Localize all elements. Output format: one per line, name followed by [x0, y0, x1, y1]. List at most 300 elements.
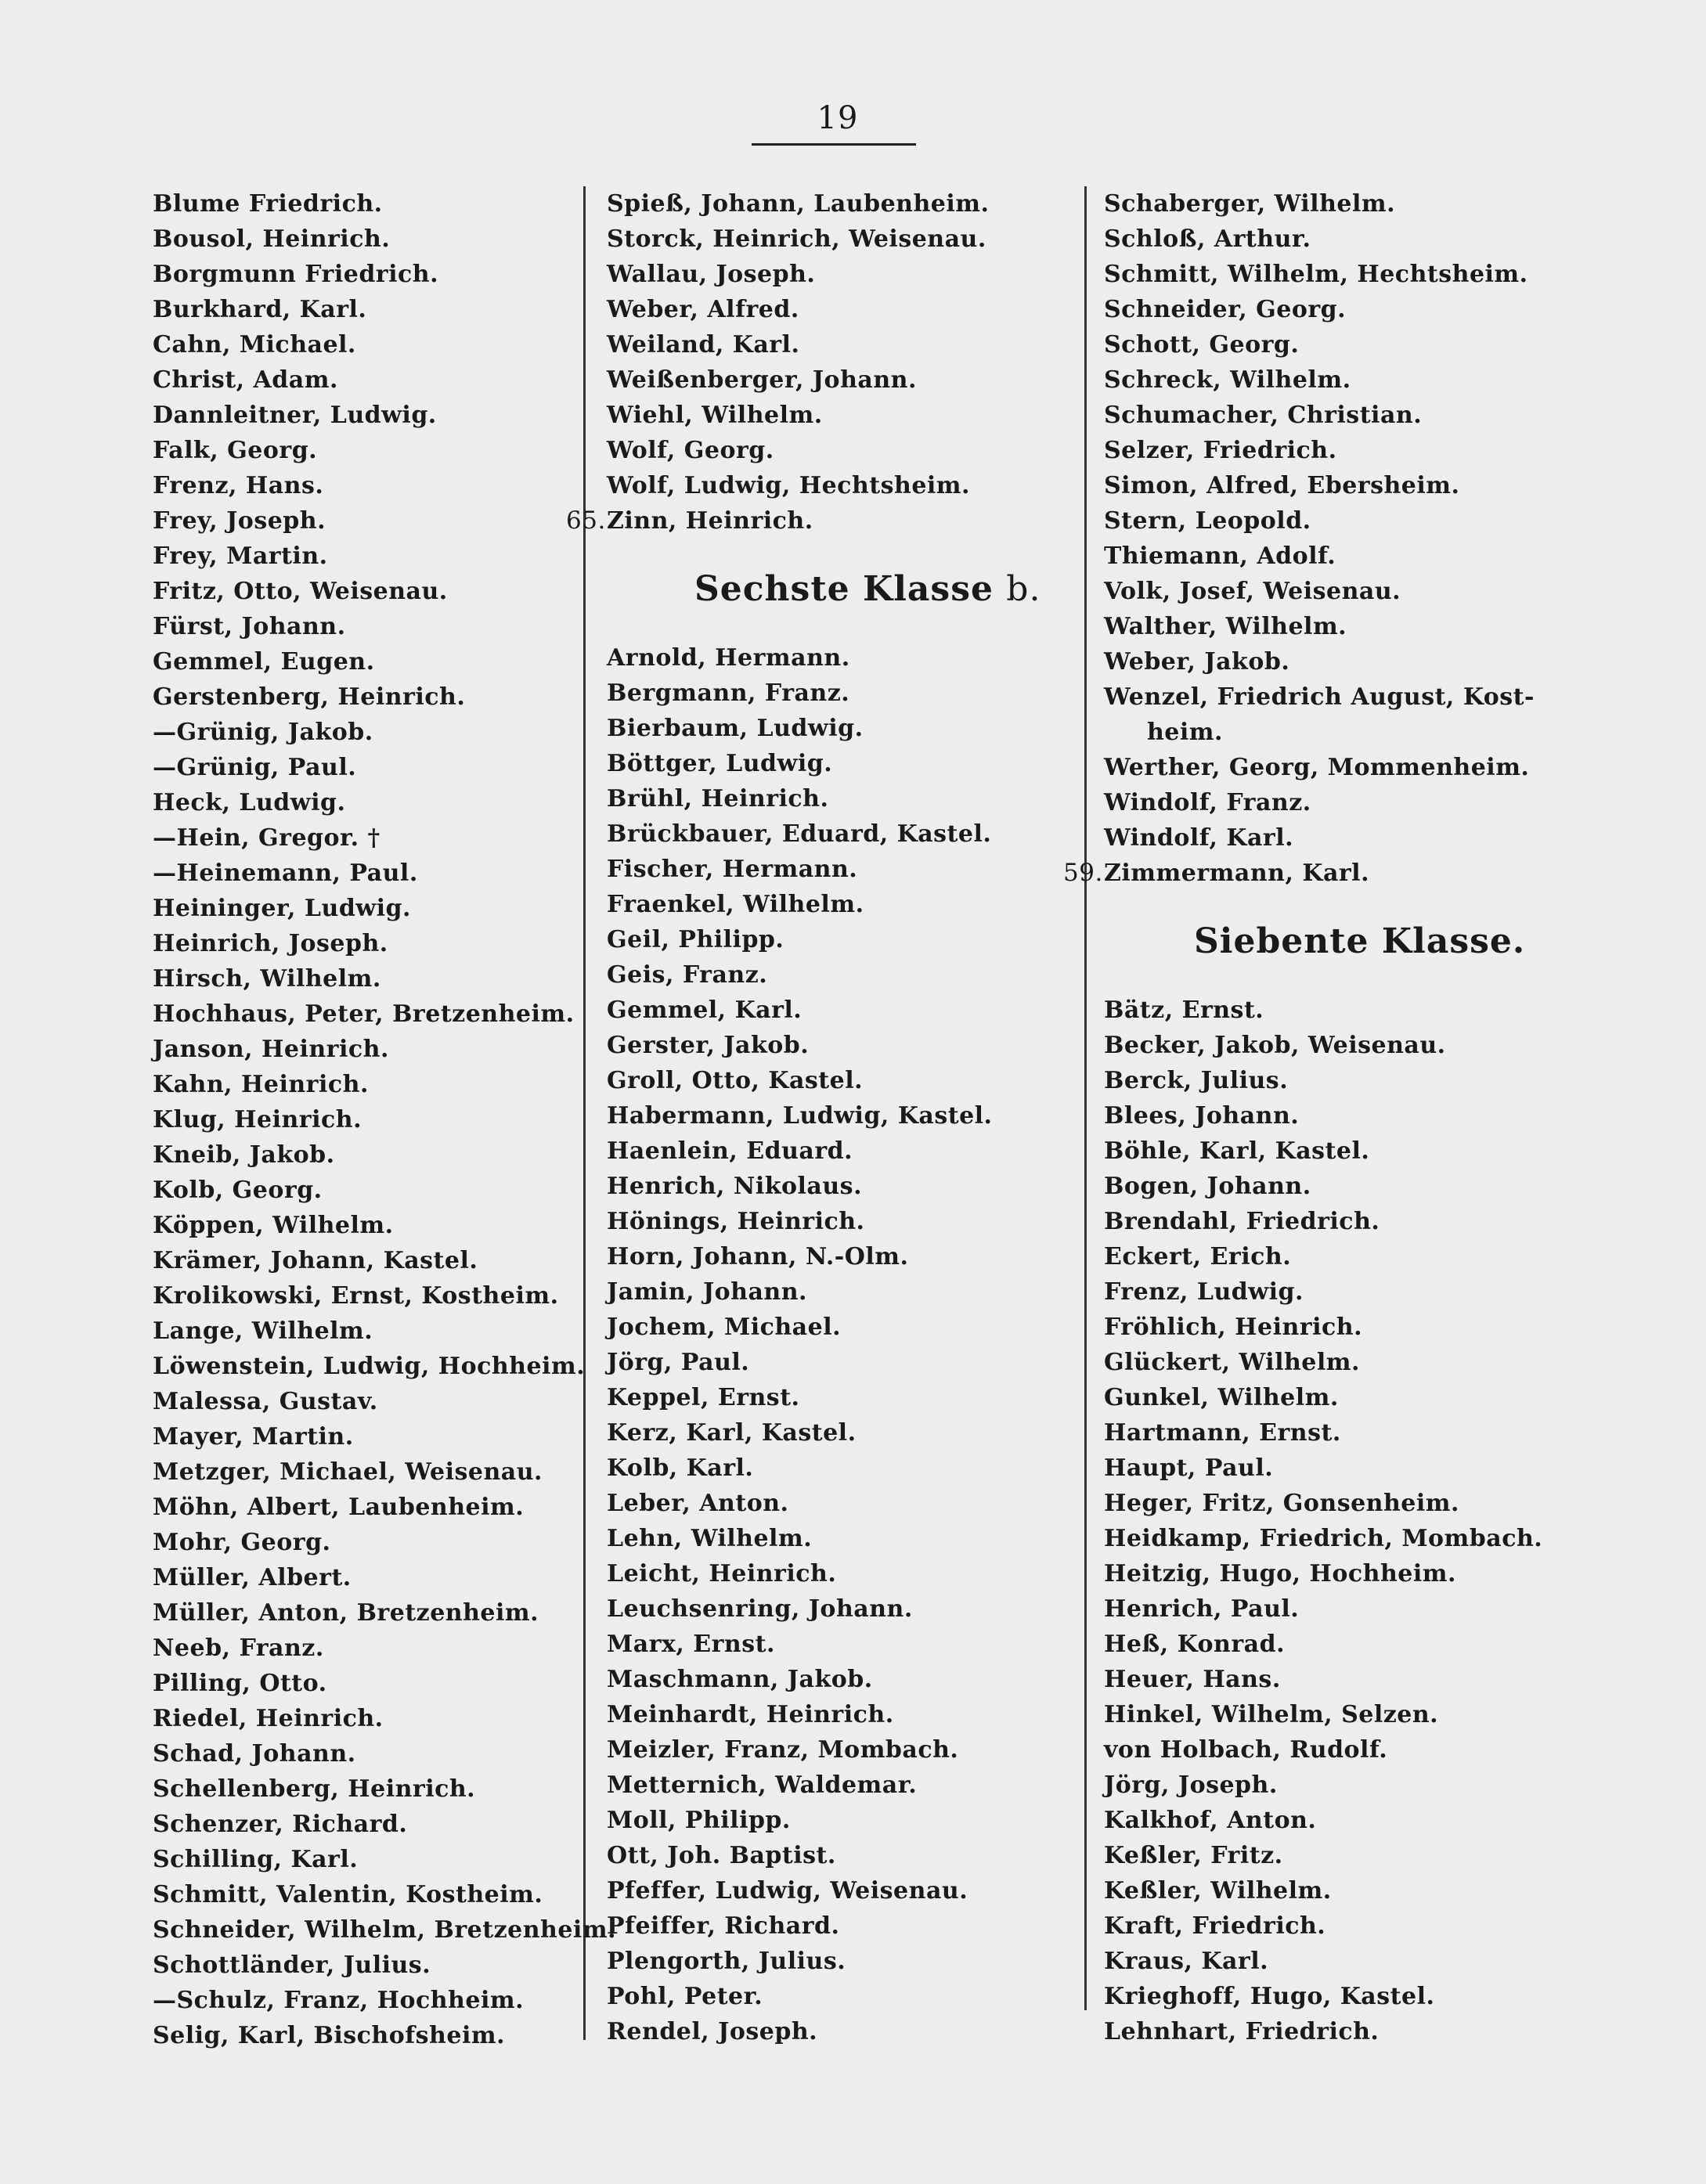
list-item: [153, 468, 575, 503]
student-name: Geil, Philipp.: [607, 926, 784, 953]
list-item: [607, 362, 1053, 398]
student-name: Windolf, Karl.: [1104, 824, 1294, 852]
list-item: [1104, 539, 1574, 574]
list-item: [607, 1380, 1053, 1415]
list-item: [153, 785, 575, 820]
list-item: [1104, 292, 1574, 327]
student-name: Thiemann, Adolf.: [1104, 542, 1336, 570]
student-name: Kraus, Karl.: [1104, 1948, 1269, 1975]
student-name: Lehn, Wilhelm.: [607, 1525, 813, 1552]
list-item: [1104, 679, 1574, 715]
student-name: Mohr, Georg.: [153, 1529, 331, 1556]
student-name: Horn, Johann, N.-Olm.: [607, 1243, 909, 1270]
student-name: Bogen, Johann.: [1104, 1173, 1311, 1200]
student-name: Lehnhart, Friedrich.: [1104, 2018, 1380, 2045]
student-name: Schmitt, Wilhelm, Hechtsheim.: [1104, 261, 1528, 288]
student-name: Böhle, Karl, Kastel.: [1104, 1137, 1370, 1165]
student-name: Schaberger, Wilhelm.: [1104, 190, 1396, 218]
list-item: [1104, 1873, 1574, 1908]
list-item: [153, 1384, 575, 1419]
student-name: Pfeffer, Ludwig, Weisenau.: [607, 1877, 968, 1905]
list-item: [153, 574, 575, 609]
section-title: Siebente Klasse.: [1194, 921, 1526, 961]
list-item: [607, 1697, 1053, 1732]
student-name: Malessa, Gustav.: [153, 1388, 378, 1415]
list-item: [607, 1451, 1053, 1486]
student-name: Volk, Josef, Weisenau.: [1104, 578, 1401, 605]
student-name: Kneib, Jakob.: [153, 1141, 335, 1169]
student-name: Geis, Franz.: [607, 961, 768, 989]
list-item: [607, 1063, 1053, 1098]
student-name: Schumacher, Christian.: [1104, 402, 1423, 429]
list-item: [1104, 257, 1574, 292]
name-list-column-3-top: [1063, 186, 1574, 891]
list-item: [153, 1314, 575, 1349]
list-item: [607, 1415, 1053, 1451]
student-name: Schellenberg, Heinrich.: [153, 1775, 476, 1803]
list-item: [1104, 1098, 1574, 1133]
list-item: [607, 887, 1053, 922]
list-item: [153, 1067, 575, 1102]
list-item: [153, 1490, 575, 1525]
student-name: Schenzer, Richard.: [153, 1811, 408, 1838]
list-item: [153, 1560, 575, 1595]
column-divider-1: [583, 186, 586, 2040]
list-item: [607, 1204, 1053, 1239]
student-name: Kahn, Heinrich.: [153, 1071, 369, 1098]
list-item: [1104, 1274, 1574, 1310]
student-name: Cahn, Michael.: [153, 331, 356, 359]
student-name: Selig, Karl, Bischofsheim.: [153, 2022, 506, 2049]
list-item: [1104, 1380, 1574, 1415]
student-name: Jochem, Michael.: [607, 1314, 842, 1341]
student-name: Blume Friedrich.: [153, 190, 383, 218]
list-item: [607, 1169, 1053, 1204]
student-name: Berck, Julius.: [1104, 1067, 1289, 1094]
list-item: [153, 2018, 575, 2053]
list-item: [1104, 609, 1574, 644]
student-name: Krolikowski, Ernst, Kostheim.: [153, 1282, 559, 1310]
list-item: [1104, 2014, 1574, 2049]
list-item: [607, 781, 1053, 816]
student-name: Lange, Wilhelm.: [153, 1317, 373, 1345]
student-name: Schreck, Wilhelm.: [1104, 366, 1351, 394]
list-item: [1104, 1239, 1574, 1274]
list-item: [1104, 433, 1574, 468]
list-item: [153, 1631, 575, 1666]
list-item: [1104, 398, 1574, 433]
student-name: Heinrich, Joseph.: [153, 930, 388, 957]
list-item: [607, 398, 1053, 433]
student-name: Bierbaum, Ludwig.: [607, 715, 864, 742]
list-item: [607, 1239, 1053, 1274]
list-item: [153, 1595, 575, 1631]
list-item: [607, 640, 1053, 676]
list-item: [1104, 1979, 1574, 2014]
student-name: Metternich, Waldemar.: [607, 1771, 918, 1799]
list-item: [607, 1098, 1053, 1133]
list-item: [607, 1627, 1053, 1662]
list-item: [1104, 574, 1574, 609]
student-name: Heidkamp, Friedrich, Mombach.: [1104, 1525, 1543, 1552]
student-name: Leicht, Heinrich.: [607, 1560, 837, 1588]
student-name: Keppel, Ernst.: [607, 1384, 800, 1411]
list-item: [607, 1803, 1053, 1838]
student-name: Hochhaus, Peter, Bretzenheim.: [153, 1000, 575, 1028]
list-item: [1063, 856, 1574, 891]
student-name: Hirsch, Wilhelm.: [153, 965, 381, 993]
student-name: Wiehl, Wilhelm.: [607, 402, 823, 429]
list-item: [607, 468, 1053, 503]
list-item: [153, 398, 575, 433]
list-item: [607, 1028, 1053, 1063]
student-name: Glückert, Wilhelm.: [1104, 1349, 1360, 1376]
list-item: [1104, 1838, 1574, 1873]
list-item: [1104, 1133, 1574, 1169]
list-item: [153, 891, 575, 926]
list-item: [607, 1873, 1053, 1908]
student-name: Windolf, Franz.: [1104, 789, 1311, 816]
list-item: [153, 609, 575, 644]
list-item: [607, 292, 1053, 327]
student-name: Weißenberger, Johann.: [607, 366, 917, 394]
list-item: [153, 1877, 575, 1912]
list-item: [607, 816, 1053, 852]
list-item: [1104, 1415, 1574, 1451]
student-name: Plengorth, Julius.: [607, 1948, 846, 1975]
student-name: Heininger, Ludwig.: [153, 895, 411, 922]
list-item: [153, 539, 575, 574]
list-item: [1104, 1556, 1574, 1591]
student-name: Selzer, Friedrich.: [1104, 437, 1337, 464]
student-name: Fritz, Otto, Weisenau.: [153, 578, 448, 605]
list-item: [1104, 362, 1574, 398]
list-item: [153, 926, 575, 961]
student-name: Schott, Georg.: [1104, 331, 1300, 359]
list-item: [1104, 222, 1574, 257]
student-name: Jörg, Paul.: [607, 1349, 750, 1376]
list-item: [607, 1486, 1053, 1521]
student-name: Heitzig, Hugo, Hochheim.: [1104, 1560, 1456, 1588]
student-name: Hinkel, Wilhelm, Selzen.: [1104, 1701, 1439, 1728]
student-name: Frey, Martin.: [153, 542, 328, 570]
column-2: [566, 186, 1053, 2049]
student-name: Gemmel, Karl.: [607, 996, 803, 1024]
student-name: von Holbach, Rudolf.: [1104, 1736, 1388, 1764]
spacer: [1104, 969, 1574, 993]
list-item: [1104, 644, 1574, 679]
student-name: Simon, Alfred, Ebersheim.: [1104, 472, 1460, 499]
list-item: [1104, 503, 1574, 539]
list-item: [153, 856, 575, 891]
page-number: 19: [817, 100, 859, 136]
student-name: Fraenkel, Wilhelm.: [607, 891, 864, 918]
student-name: Schottländer, Julius.: [153, 1952, 431, 1979]
list-item: [153, 1701, 575, 1736]
student-name: Hartmann, Ernst.: [1104, 1419, 1341, 1447]
student-name: Jamin, Johann.: [607, 1278, 807, 1306]
student-name: Ott, Joh. Baptist.: [607, 1842, 836, 1869]
list-item: [153, 1349, 586, 1384]
name-list-column-2-bottom: [607, 640, 1053, 2049]
list-item: [153, 1173, 575, 1208]
student-name: Henrich, Paul.: [1104, 1595, 1300, 1623]
list-item: [1104, 1662, 1574, 1697]
student-name: Schloß, Arthur.: [1104, 225, 1311, 253]
list-item: [153, 1912, 617, 1948]
list-item: [1104, 993, 1574, 1028]
student-name: Kalkhof, Anton.: [1104, 1807, 1317, 1834]
list-item: [607, 676, 1053, 711]
student-name: Frey, Joseph.: [153, 507, 326, 535]
student-name: Krämer, Johann, Kastel.: [153, 1247, 478, 1274]
list-item: [1104, 1768, 1574, 1803]
list-item: [1104, 1028, 1574, 1063]
name-list-column-3-bottom: [1104, 993, 1574, 2049]
list-item: [1104, 1310, 1574, 1345]
student-name: Leuchsenring, Johann.: [607, 1595, 913, 1623]
list-item: [1104, 715, 1574, 750]
student-name: Klug, Heinrich.: [153, 1106, 362, 1133]
list-item: [607, 1908, 1053, 1944]
list-item: [1104, 785, 1574, 820]
list-item: [153, 1525, 575, 1560]
student-name: Heuer, Hans.: [1104, 1666, 1281, 1693]
student-name: Müller, Albert.: [153, 1564, 352, 1591]
list-item: [153, 222, 575, 257]
student-name: —Grünig, Paul.: [153, 754, 357, 781]
student-name: Brendahl, Friedrich.: [1104, 1208, 1380, 1235]
student-name: Wolf, Georg.: [607, 437, 774, 464]
list-item: [607, 1521, 1053, 1556]
list-item: [607, 1768, 1053, 1803]
list-item: [153, 679, 575, 715]
list-item: [607, 1662, 1053, 1697]
list-item: [566, 503, 1053, 539]
list-item: [153, 1243, 575, 1278]
header-rule: [752, 143, 916, 146]
list-item: [153, 433, 575, 468]
student-name: —Hein, Gregor. †: [153, 824, 381, 852]
entry-count: 59.: [1063, 859, 1103, 887]
student-name: Heß, Konrad.: [1104, 1631, 1286, 1658]
list-item: [607, 327, 1053, 362]
list-item: [607, 222, 1053, 257]
list-item: [153, 1278, 575, 1314]
student-name: Weber, Alfred.: [607, 296, 799, 323]
list-item: [607, 1310, 1053, 1345]
entry-count: 65.: [566, 506, 606, 535]
student-name: Kolb, Karl.: [607, 1454, 754, 1482]
section-title: Sechste Klasse: [694, 569, 994, 609]
student-name: Groll, Otto, Kastel.: [607, 1067, 864, 1094]
list-item: [607, 922, 1053, 957]
spacer: [607, 539, 1053, 562]
student-name: Gemmel, Eugen.: [153, 648, 375, 676]
list-item: [1104, 186, 1574, 222]
student-name: Werther, Georg, Mommenheim.: [1104, 754, 1530, 781]
student-name: Kerz, Karl, Kastel.: [607, 1419, 857, 1447]
student-name: Gerstenberg, Heinrich.: [153, 683, 466, 711]
student-name: Storck, Heinrich, Weisenau.: [607, 225, 986, 253]
list-item: [1104, 468, 1574, 503]
student-name: Pohl, Peter.: [607, 1983, 763, 2010]
list-item: [153, 1137, 575, 1173]
student-name: Möhn, Albert, Laubenheim.: [153, 1494, 525, 1521]
student-name: Marx, Ernst.: [607, 1631, 775, 1658]
student-name: Frenz, Ludwig.: [1104, 1278, 1304, 1306]
student-name: Zinn, Heinrich.: [607, 507, 813, 535]
name-list-column-2-top: [566, 186, 1053, 539]
list-item: [153, 750, 575, 785]
student-name: Böttger, Ludwig.: [607, 750, 833, 777]
student-name: Pfeiffer, Richard.: [607, 1912, 840, 1940]
spacer: [1104, 891, 1574, 914]
student-name: Rendel, Joseph.: [607, 2018, 818, 2045]
list-item: [153, 1102, 575, 1137]
student-name: Moll, Philipp.: [607, 1807, 791, 1834]
list-item: [153, 1419, 575, 1454]
student-name: Heck, Ludwig.: [153, 789, 346, 816]
student-name: Mayer, Martin.: [153, 1423, 354, 1451]
student-name: Leber, Anton.: [607, 1490, 789, 1517]
list-item: [607, 957, 1053, 993]
student-name: Brühl, Heinrich.: [607, 785, 829, 813]
list-item: [1104, 1732, 1574, 1768]
student-name: Fischer, Hermann.: [607, 856, 858, 883]
list-item: [153, 503, 575, 539]
student-name: —Heinemann, Paul.: [153, 860, 418, 887]
student-name: Krieghoff, Hugo, Kastel.: [1104, 1983, 1435, 2010]
student-name: Neeb, Franz.: [153, 1634, 324, 1662]
student-name: Janson, Heinrich.: [153, 1036, 389, 1063]
student-name: Fürst, Johann.: [153, 613, 346, 640]
list-item: [153, 1454, 575, 1490]
list-item: [1104, 1521, 1574, 1556]
student-name: Keßler, Fritz.: [1104, 1842, 1283, 1869]
list-item: [153, 1771, 575, 1807]
list-item: [1104, 750, 1574, 785]
student-name: Kolb, Georg.: [153, 1177, 323, 1204]
list-item: [153, 1666, 575, 1701]
student-name: Bergmann, Franz.: [607, 679, 850, 707]
column-divider-2: [1084, 186, 1087, 2010]
student-name: Haenlein, Eduard.: [607, 1137, 853, 1165]
student-name: Wenzel, Friedrich August, Kost-: [1104, 683, 1535, 711]
list-item: [1104, 1627, 1574, 1662]
list-item: [153, 961, 575, 996]
list-item: [1104, 820, 1574, 856]
student-name: Pilling, Otto.: [153, 1670, 327, 1697]
list-item: [153, 186, 575, 222]
list-item: [607, 2014, 1053, 2049]
student-name: —Schulz, Franz, Hochheim.: [153, 1987, 525, 2014]
list-item: [1104, 1803, 1574, 1838]
student-name: Schmitt, Valentin, Kostheim.: [153, 1881, 543, 1908]
list-item: [153, 1736, 575, 1771]
list-item: [607, 1556, 1053, 1591]
list-item: [1104, 1345, 1574, 1380]
student-name: Müller, Anton, Bretzenheim.: [153, 1599, 539, 1627]
student-name: Hönings, Heinrich.: [607, 1208, 865, 1235]
list-item: [153, 644, 575, 679]
list-item: [153, 257, 575, 292]
student-name: Zimmermann, Karl.: [1104, 860, 1370, 887]
student-name: Metzger, Michael, Weisenau.: [153, 1458, 543, 1486]
list-item: [607, 1838, 1053, 1873]
list-item: [1104, 1486, 1574, 1521]
list-item: [607, 1732, 1053, 1768]
list-item: [607, 1944, 1053, 1979]
list-item: [153, 1842, 575, 1877]
list-item: [607, 993, 1053, 1028]
student-name: heim.: [1147, 719, 1223, 746]
list-item: [1104, 1451, 1574, 1486]
student-name: Jörg, Joseph.: [1104, 1771, 1278, 1799]
spacer: [607, 617, 1053, 640]
section-suffix: b.: [1006, 569, 1041, 609]
column-3: [1063, 186, 1574, 2049]
list-item: [1104, 1591, 1574, 1627]
list-item: [153, 1032, 575, 1067]
list-item: [1104, 1063, 1574, 1098]
list-item: [153, 292, 575, 327]
list-item: [1104, 1204, 1574, 1239]
student-name: Keßler, Wilhelm.: [1104, 1877, 1332, 1905]
list-item: [153, 362, 575, 398]
list-item: [607, 257, 1053, 292]
student-name: Wallau, Joseph.: [607, 261, 816, 288]
student-name: Christ, Adam.: [153, 366, 338, 394]
student-name: Köppen, Wilhelm.: [153, 1212, 394, 1239]
student-name: Becker, Jakob, Weisenau.: [1104, 1032, 1446, 1059]
student-name: Fröhlich, Heinrich.: [1104, 1314, 1363, 1341]
list-item: [153, 1948, 575, 1983]
list-item: [607, 1274, 1053, 1310]
section-heading-sechste-klasse-b: [607, 562, 1053, 617]
list-item: [607, 746, 1053, 781]
student-name: Dannleitner, Ludwig.: [153, 402, 437, 429]
student-name: Gunkel, Wilhelm.: [1104, 1384, 1339, 1411]
list-item: [607, 433, 1053, 468]
student-name: Wolf, Ludwig, Hechtsheim.: [607, 472, 970, 499]
section-heading-siebente-klasse: [1104, 914, 1574, 969]
student-name: Brückbauer, Eduard, Kastel.: [607, 820, 992, 848]
student-name: Bätz, Ernst.: [1104, 996, 1264, 1024]
student-name: Kraft, Friedrich.: [1104, 1912, 1326, 1940]
student-name: Maschmann, Jakob.: [607, 1666, 873, 1693]
student-name: —Grünig, Jakob.: [153, 719, 373, 746]
student-name: Stern, Leopold.: [1104, 507, 1311, 535]
list-item: [1104, 1697, 1574, 1732]
student-name: Borgmunn Friedrich.: [153, 261, 439, 288]
student-name: Weber, Jakob.: [1104, 648, 1290, 676]
student-name: Schad, Johann.: [153, 1740, 356, 1768]
student-name: Weiland, Karl.: [607, 331, 800, 359]
student-name: Löwenstein, Ludwig, Hochheim.: [153, 1353, 586, 1380]
list-item: [1104, 327, 1574, 362]
list-item: [153, 1208, 575, 1243]
student-name: Arnold, Hermann.: [607, 644, 850, 672]
list-item: [153, 1983, 575, 2018]
list-item: [153, 1807, 575, 1842]
list-item: [607, 1591, 1053, 1627]
list-item: [153, 820, 575, 856]
student-name: Spieß, Johann, Laubenheim.: [607, 190, 990, 218]
student-name: Falk, Georg.: [153, 437, 318, 464]
list-item: [607, 186, 1053, 222]
student-name: Schneider, Wilhelm, Bretzenheim.: [153, 1916, 617, 1944]
